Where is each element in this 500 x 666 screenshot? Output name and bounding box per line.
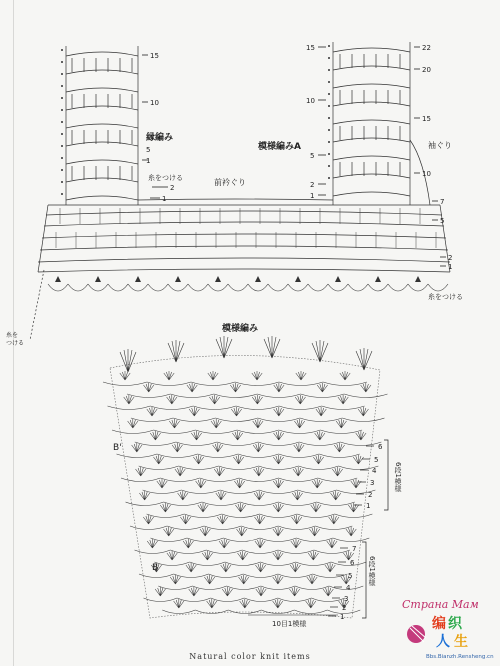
fan-stitch	[213, 443, 223, 452]
chain-arch	[344, 394, 387, 398]
b-prime-label: B'	[113, 443, 122, 453]
chain-arch	[313, 574, 348, 578]
fan-stitch	[255, 563, 265, 572]
chain-arch	[258, 442, 299, 446]
left-strap	[66, 46, 138, 205]
armhole-row-22: 22	[422, 44, 431, 52]
chain-arch	[314, 550, 350, 554]
chain-arch	[278, 526, 315, 530]
fan-stitch	[238, 551, 248, 560]
fan-stitch	[217, 515, 227, 524]
chain-arch	[135, 442, 176, 446]
chain-arch	[294, 610, 327, 614]
upper-bracket-label: 6段1模様	[394, 462, 402, 492]
fan-stitch	[356, 431, 366, 440]
fan-stitch	[150, 431, 160, 440]
side-note-line2: つける	[6, 340, 25, 347]
bottom-chart	[103, 336, 388, 618]
fan-stitch	[232, 431, 242, 440]
body-band-stitches	[56, 208, 436, 248]
fan-stitch	[132, 443, 142, 452]
chain-arch	[315, 526, 352, 530]
lower-row-1: 1	[340, 613, 345, 621]
chain-arch	[301, 394, 345, 398]
side-note-line1: 糸を	[6, 332, 19, 339]
chain-arch	[200, 478, 239, 482]
armhole-row-20: 20	[422, 66, 431, 74]
fan-stitch	[292, 491, 302, 500]
fan-stitch	[211, 419, 221, 428]
chain-arch	[279, 382, 323, 386]
fan-stitch	[233, 455, 243, 464]
fan-stitch	[306, 599, 316, 608]
chain-arch	[239, 478, 278, 482]
watermark-site: Страна Мам	[402, 598, 479, 611]
chain-arch	[162, 610, 195, 614]
b-label: B	[152, 563, 159, 573]
fan-stitch	[193, 455, 203, 464]
fan-stitch	[293, 467, 303, 476]
chain-arch	[317, 502, 355, 506]
right-strap	[333, 42, 430, 205]
chain-arch	[157, 454, 198, 458]
fan-stitch	[143, 515, 153, 524]
fan-stitch	[240, 599, 250, 608]
chain-arch	[259, 490, 298, 494]
chain-arch	[279, 430, 321, 434]
chain-arch	[217, 442, 258, 446]
fan-stitch	[255, 539, 265, 548]
fan-stitch	[274, 407, 284, 416]
chain-arch	[299, 442, 340, 446]
chain-arch	[260, 514, 298, 518]
fan-stitch	[175, 467, 185, 476]
fan-stitch	[198, 503, 208, 512]
watermark	[400, 596, 496, 662]
left-row-15: 15	[150, 52, 159, 60]
chain-arch	[238, 454, 279, 458]
fan-stitch	[216, 491, 226, 500]
fan-stitch	[191, 431, 201, 440]
left-row-1b: 1	[162, 195, 167, 203]
fan-stitch	[289, 587, 299, 596]
chain-arch	[176, 442, 217, 446]
fan-stitch	[334, 443, 344, 452]
chain-arch	[177, 598, 211, 602]
chain-arch	[211, 598, 245, 602]
fan-stitch	[189, 407, 199, 416]
fan-stitch	[221, 563, 231, 572]
fan-stitch	[332, 467, 342, 476]
chain-arch	[323, 382, 367, 386]
fan-stitch	[361, 383, 371, 392]
left-row-5: 5	[146, 146, 151, 154]
fan-stitch	[196, 479, 206, 488]
fan-stitch	[155, 587, 165, 596]
fan-stitch	[128, 419, 138, 428]
chain-arch	[279, 406, 322, 410]
chain-arch	[335, 514, 373, 518]
fan-stitch	[358, 407, 368, 416]
fan-stitch	[154, 455, 164, 464]
lower-row-7: 7	[352, 545, 357, 553]
chain-arch	[103, 382, 147, 386]
fan-stitch	[273, 455, 283, 464]
chain-arch	[261, 610, 294, 614]
row-arrows-top	[142, 47, 446, 266]
fan-stitch	[327, 539, 337, 548]
chain-arch	[143, 490, 182, 494]
upper-row-2: 2	[368, 491, 373, 499]
fan-stitch	[294, 443, 304, 452]
chain-arch	[296, 562, 331, 566]
fan-stitch	[323, 587, 333, 596]
chain-arch	[112, 430, 154, 434]
chain-arch	[127, 394, 170, 398]
chain-arch	[184, 514, 222, 518]
pattern-label: 縁編み	[146, 133, 174, 143]
fan-stitch	[180, 515, 190, 524]
bottom-chart-labels	[113, 322, 402, 628]
watermark-logo-2: 织	[448, 616, 462, 632]
armhole-row-10: 10	[422, 170, 431, 178]
fan-stitch	[174, 599, 184, 608]
left-strap-dots	[61, 49, 63, 195]
chain-arch	[206, 550, 242, 554]
chain-arch	[190, 562, 225, 566]
fan-stitch	[186, 563, 196, 572]
footer-caption: Natural color knit items	[189, 652, 311, 661]
chain-arch	[204, 526, 241, 530]
chain-arch	[154, 562, 189, 566]
fan-stitch	[147, 407, 157, 416]
chain-arch	[167, 526, 204, 530]
left-row-10: 10	[150, 99, 159, 107]
fan-stitch	[120, 371, 130, 380]
fan-stitch	[219, 539, 229, 548]
chain-arch	[121, 478, 160, 482]
fan-stitch	[315, 431, 325, 440]
right-row-2: 2	[310, 181, 315, 189]
fan-stitch	[235, 503, 245, 512]
chain-arch	[227, 586, 261, 590]
fan-stitch	[346, 527, 356, 536]
chain-arch	[318, 478, 357, 482]
armhole-row-15: 15	[422, 115, 431, 123]
bottom-title: 模様編み	[222, 324, 259, 334]
right-row-5: 5	[310, 152, 315, 160]
watermark-logo-1: 编	[432, 616, 446, 632]
fan-stitch	[204, 575, 214, 584]
watermark-logo-3: 人	[436, 634, 450, 650]
upper-row-5: 5	[374, 456, 379, 464]
fan-stitch	[237, 527, 247, 536]
fan-stitch	[295, 395, 305, 404]
fan-rows	[103, 371, 388, 614]
fan-stitch	[252, 371, 262, 380]
chain-arch	[219, 466, 259, 470]
chain-arch	[296, 538, 333, 542]
fan-stitch	[273, 551, 283, 560]
chain-arch	[311, 598, 345, 602]
fan-stitch	[164, 371, 174, 380]
fan-stitch	[254, 491, 264, 500]
fan-stitch	[292, 515, 302, 524]
chain-arch	[278, 574, 313, 578]
fan-stitch	[200, 527, 210, 536]
chain-arch	[139, 466, 179, 470]
top-chart-labels	[6, 44, 463, 347]
chain-arch	[151, 538, 188, 542]
chain-arch	[235, 382, 279, 386]
chain-arch	[144, 598, 178, 602]
lower-row-3: 3	[344, 595, 349, 603]
fan-stitch	[164, 527, 174, 536]
fan-stitch	[253, 419, 263, 428]
fan-stitch	[294, 419, 304, 428]
chain-arch	[193, 406, 236, 410]
chain-arch	[214, 394, 257, 398]
chain-arch	[202, 502, 240, 506]
fan-stitch	[147, 539, 157, 548]
chain-arch	[342, 418, 384, 422]
fan-stitch	[312, 479, 322, 488]
pattern-a-label: 模様編みA	[258, 142, 301, 152]
lower-row-2: 2	[342, 604, 347, 612]
fan-stitch	[209, 395, 219, 404]
fan-stitch	[214, 467, 224, 476]
fan-stitch	[160, 503, 170, 512]
fan-stitch	[291, 539, 301, 548]
upper-row-6: 6	[378, 443, 383, 451]
chain-arch	[139, 574, 174, 578]
upper-row-1: 1	[366, 502, 371, 510]
chain-arch	[187, 538, 223, 542]
front-neck-label: 前衿ぐり	[214, 178, 246, 187]
repeat-note: 10目1模様	[272, 620, 307, 628]
fan-stitch	[338, 395, 348, 404]
armhole-row-2: 2	[448, 254, 453, 262]
chain-arch	[228, 610, 261, 614]
chain-arch	[279, 478, 318, 482]
chain-arch	[158, 586, 192, 590]
watermark-logo-4: 生	[454, 634, 468, 650]
fan-stitch	[178, 491, 188, 500]
left-row-2b: 2	[170, 184, 175, 192]
upper-row-3: 3	[370, 479, 375, 487]
fan-stitch	[336, 419, 346, 428]
fan-stitch	[230, 383, 240, 392]
fan-stitch	[136, 467, 146, 476]
fan-stitch	[353, 455, 363, 464]
fan-stitch	[351, 479, 361, 488]
lower-row-4: 4	[346, 584, 351, 592]
left-side-edge	[30, 270, 44, 340]
attach-yarn-right-label: 糸をつける	[428, 293, 463, 301]
chain-arch	[193, 586, 227, 590]
fan-stitch	[253, 443, 263, 452]
chain-arch	[181, 490, 220, 494]
chain-arch	[131, 418, 173, 422]
fan-stitch	[222, 587, 232, 596]
pattern-outline	[110, 355, 380, 618]
fan-stitch	[252, 395, 262, 404]
chain-arch	[160, 478, 199, 482]
fan-stitch	[157, 479, 167, 488]
fan-stitch	[167, 395, 177, 404]
left-row-1: 1	[146, 157, 151, 165]
chain-arch	[333, 538, 369, 542]
fan-stitch	[309, 527, 319, 536]
fan-stitch	[255, 515, 265, 524]
chain-arch	[154, 430, 196, 434]
right-row-15: 15	[306, 44, 315, 52]
fan-stitch	[340, 371, 350, 380]
fan-stitch	[274, 431, 284, 440]
chain-arch	[331, 562, 366, 566]
fan-stitch	[144, 383, 154, 392]
fan-stitch	[296, 371, 306, 380]
armhole-label: 袖ぐり	[428, 141, 452, 150]
fan-stitch	[139, 491, 149, 500]
chain-arch	[295, 586, 329, 590]
chain-arch	[174, 574, 209, 578]
chain-arch	[179, 466, 219, 470]
crown-fans	[120, 336, 372, 372]
chain-arch	[215, 418, 257, 422]
edging-points	[55, 276, 421, 282]
fan-stitch	[325, 563, 335, 572]
fan-stitch	[202, 551, 212, 560]
fan-stitch	[234, 479, 244, 488]
chain-arch	[222, 514, 260, 518]
top-chart	[30, 42, 453, 340]
fan-stitch	[170, 575, 180, 584]
chain-arch	[236, 406, 279, 410]
fan-stitch	[273, 575, 283, 584]
fan-stitch	[311, 503, 321, 512]
fan-stitch	[124, 395, 134, 404]
fan-stitch	[331, 491, 341, 500]
chain-arch	[237, 430, 279, 434]
chain-arch	[319, 454, 360, 458]
chain-arch	[258, 418, 300, 422]
chain-arch	[259, 466, 299, 470]
chain-arch	[191, 382, 235, 386]
armhole-row-1: 1	[448, 263, 453, 271]
fan-stitch	[239, 575, 249, 584]
lower-row-5: 5	[348, 572, 353, 580]
attach-yarn-left-label: 糸をつける	[148, 174, 183, 182]
armhole-row-7: 7	[440, 198, 445, 206]
right-row-1: 1	[310, 192, 315, 200]
fan-stitch	[207, 599, 217, 608]
chain-arch	[257, 394, 300, 398]
fan-stitch	[208, 371, 218, 380]
fan-stitch	[290, 563, 300, 572]
fan-stitch	[231, 407, 241, 416]
fan-stitch	[317, 383, 327, 392]
chain-arch	[170, 550, 206, 554]
chain-arch	[279, 454, 320, 458]
fan-stitch	[273, 599, 283, 608]
fan-stitch	[273, 527, 283, 536]
fan-stitch	[316, 407, 326, 416]
fan-stitch	[274, 383, 284, 392]
fan-stitch	[273, 479, 283, 488]
chain-arch	[225, 562, 260, 566]
chain-arch	[147, 514, 185, 518]
fan-stitch	[189, 587, 199, 596]
chain-arch	[223, 538, 260, 542]
chain-arch	[164, 502, 202, 506]
edging-fans	[48, 284, 448, 291]
fan-stitch	[329, 515, 339, 524]
fan-stitch	[348, 503, 358, 512]
chain-arch	[150, 406, 193, 410]
fan-stitch	[172, 443, 182, 452]
fan-stitch	[273, 503, 283, 512]
fan-stitch	[256, 587, 266, 596]
chain-arch	[117, 454, 158, 458]
fan-stitch	[183, 539, 193, 548]
armhole-row-5: 5	[440, 217, 445, 225]
fan-stitch	[169, 419, 179, 428]
chain-arch	[108, 406, 151, 410]
lower-row-6: 6	[350, 559, 355, 567]
chain-arch	[297, 514, 335, 518]
chain-arch	[340, 442, 381, 446]
fan-stitch	[308, 551, 318, 560]
watermark-url: Bbs.Bianzh.Rensheng.cn	[426, 654, 494, 660]
chain-arch	[243, 574, 278, 578]
fan-stitch	[187, 383, 197, 392]
fan-stitch	[313, 455, 323, 464]
fan-stitch	[254, 467, 264, 476]
right-row-10: 10	[306, 97, 315, 105]
lower-bracket-label: 6段1模様	[368, 556, 376, 586]
right-strap-dots	[328, 45, 330, 179]
chain-arch	[209, 574, 244, 578]
chain-arch	[278, 550, 314, 554]
upper-row-4: 4	[372, 467, 377, 475]
chain-arch	[300, 418, 342, 422]
fan-stitch	[167, 551, 177, 560]
fan-stitch	[307, 575, 317, 584]
chain-arch	[240, 502, 278, 506]
neckline-edge	[138, 199, 333, 200]
